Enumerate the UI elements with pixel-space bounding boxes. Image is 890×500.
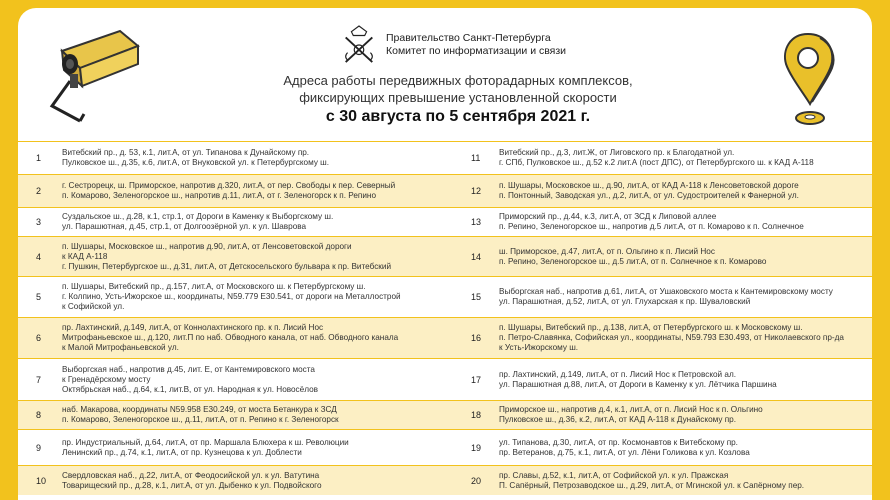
row-number: 12 bbox=[471, 186, 482, 196]
table-row bbox=[18, 358, 872, 400]
row-number: 9 bbox=[36, 442, 42, 453]
table-row bbox=[18, 236, 872, 276]
table-row bbox=[18, 141, 872, 174]
address-cell: пр. Индустриальный, д.64, лит.А, от пр. Маршала Блюхера к ш. Революции Ленинский пр., д.74, к.1, лит.А, от пр. Кузнецова к ул. Доблести bbox=[62, 437, 349, 457]
row-number: 14 bbox=[471, 251, 482, 262]
row-number: 17 bbox=[471, 374, 482, 385]
address-cell: Суздальское ш., д.28, к.1, стр.1, от Дороги в Каменку к Выборгскому ш. ул. Парашютная, д.45, стр.1, от Долгоозёрной ул. к ул. Шаврова bbox=[62, 212, 334, 231]
row-number: 13 bbox=[471, 217, 482, 227]
date-range: с 30 августа по 5 сентября 2021 г. bbox=[325, 108, 591, 125]
row-number: 18 bbox=[471, 410, 482, 420]
location-pin-icon bbox=[778, 28, 848, 128]
table-row bbox=[18, 465, 872, 495]
address-cell: п. Шушары, Витебский пр., д.157, лит.А, от Московского ш. к Петербургскому ш. г. Колпино, Усть-Ижорское ш., координаты, N59.779 E30.541, от дороги на Металлострой к Софийской ул. bbox=[62, 282, 401, 311]
row-number: 7 bbox=[36, 374, 42, 385]
row-number: 16 bbox=[471, 333, 482, 343]
title-line-1: Адреса работы передвижных фоторадарных комплексов, bbox=[283, 73, 633, 88]
addresses-table bbox=[18, 141, 872, 495]
address-cell: Витебский пр., д. 53, к.1, лит.А, от ул. Типанова к Дунайскому пр. Пулковское ш., д.35, к.6, лит.А, от Внуковской ул. к Петербургскому ш. bbox=[62, 148, 330, 167]
table-row bbox=[18, 207, 872, 236]
org-line-2: Комитет по информатизации и связи bbox=[386, 45, 567, 57]
row-number: 10 bbox=[36, 475, 47, 486]
address-cell: п. Шушары, Витебский пр., д.138, лит.А, от Петербургского ш. к Московскому ш. п. Петро-Славянка, Софийская ул., координаты, N59.793 E30.493, от Николаевского пр-да к Усть-Ижорскому ш. bbox=[499, 323, 844, 352]
address-cell: Выборгская наб., напротив д.45, лит. Е, от Кантемировского моста к Гренадёрскому мосту Октябрьская наб., д.64, к.1, лит.В, от ул. Народная к ул. Новосёлов bbox=[62, 364, 318, 394]
spb-emblem-icon bbox=[340, 24, 378, 66]
address-cell: г. Сестрорецк, ш. Приморское, напротив д.320, лит.А, от пер. Свободы к пер. Северный п. Комарово, Зеленогорское ш., напротив д.11, лит.А, от г. Зеленогорск к п. Репино bbox=[62, 181, 396, 200]
row-number: 3 bbox=[36, 217, 42, 227]
speed-camera-icon bbox=[40, 26, 140, 126]
title-line-2: фиксирующих превышение установленной скорости bbox=[299, 90, 617, 105]
table-row bbox=[18, 429, 872, 465]
table-row bbox=[18, 317, 872, 358]
page-title bbox=[208, 72, 708, 125]
row-number: 5 bbox=[36, 292, 42, 302]
row-number: 1 bbox=[36, 153, 42, 163]
row-number: 4 bbox=[36, 251, 42, 262]
table-row bbox=[18, 400, 872, 429]
address-cell: Приморское ш., напротив д.4, к.1, лит.А, от п. Лисий Нос к п. Ольгино Пулковское ш., д.36, к.2, лит.А, от КАД А-118 к Дунайскому пр. bbox=[499, 405, 763, 424]
address-cell: Приморский пр., д.44, к.3, лит.А, от ЗСД к Липовой аллее п. Репино, Зеленогорское ш., напротив д.5 лит.А, от п. Комарово к п. Солнечное bbox=[499, 212, 804, 231]
row-number: 11 bbox=[471, 153, 481, 163]
government-block bbox=[340, 24, 566, 66]
header bbox=[18, 8, 872, 140]
document-sheet bbox=[18, 8, 872, 500]
address-cell: пр. Славы, д.52, к.1, лит.А, от Софийской ул. к ул. Пражская П. Сапёрный, Петрозаводское ш., д.29, лит.А, от Мгинской ул. к Сапёрному пер. bbox=[499, 470, 805, 490]
address-cell: п. Шушары, Московское ш., напротив д.90, лит.А, от Ленсоветовской дороги к КАД А-118 г. Пушкин, Петербургское ш., д.31, лит.А, от Детскосельского бульвара к пр. Витебский bbox=[62, 241, 392, 271]
address-cell: ш. Приморское, д.47, лит.А, от п. Ольгино к п. Лисий Нос п. Репино, Зеленогорское ш., д.5 лит.А, от п. Солнечное к п. Комарово bbox=[499, 246, 767, 266]
address-cell: пр. Лахтинский, д.149, лит.А, от Коннолахтинского пр. к п. Лисий Нос Митрофаньевское ш., д.120, лит.П по наб. Обводного канала, от наб. Обводного канала к Малой Митрофаньевской ул. bbox=[62, 323, 399, 352]
org-line-1: Правительство Санкт-Петербурга bbox=[386, 32, 551, 44]
address-cell: Витебский пр., д.3, лит.Ж, от Лиговского пр. к Благодатной ул. г. СПб, Пулковское ш., д.52 к.2 лит.А (пост ДПС), от Петербургского ш. к КАД А-118 bbox=[499, 148, 814, 167]
table-row bbox=[18, 174, 872, 207]
row-number: 6 bbox=[36, 333, 42, 343]
address-cell: пр. Лахтинский, д.149, лит.А, от п. Лисий Нос к Петровской ал. ул. Парашютная д.88, лит.А, от Дороги в Каменку к ул. Лётчика Паршина bbox=[499, 369, 777, 389]
row-number: 19 bbox=[471, 442, 482, 453]
address-cell: п. Шушары, Московское ш., д.90, лит.А, от КАД А-118 к Ленсоветовской дороге п. Понтонный, Заводская ул., д.2, лит.А, от ул. Судостроителей к Фанерной ул. bbox=[499, 181, 799, 200]
address-cell: ул. Типанова, д.30, лит.А, от пр. Космонавтов к Витебскому пр. пр. Ветеранов, д.75, к.1, лит.А, от ул. Лёни Голикова к ул. Козлова bbox=[499, 437, 750, 457]
address-cell: Выборгская наб., напротив д.61, лит.А, от Ушаковского моста к Кантемировскому мосту ул. Парашютная, д.52, лит.А, от ул. Глухарская к пр. Шуваловский bbox=[499, 287, 833, 306]
row-number: 8 bbox=[36, 410, 42, 420]
address-cell: наб. Макарова, координаты N59.958 E30.249, от моста Бетанкура к ЗСД п. Комарово, Зеленогорское ш., д.11, лит.А, от п. Репино к г. Зеленогорск bbox=[62, 405, 339, 424]
row-number: 20 bbox=[471, 475, 482, 486]
row-number: 15 bbox=[471, 292, 482, 302]
address-cell: Свердловская наб., д.22, лит.А, от Феодосийской ул. к ул. Ватутина Товарищеский пр., д.28, к.1, лит.А, от ул. Дыбенко к ул. Подвойского bbox=[62, 470, 322, 490]
row-number: 2 bbox=[36, 186, 42, 196]
table-row bbox=[18, 276, 872, 317]
